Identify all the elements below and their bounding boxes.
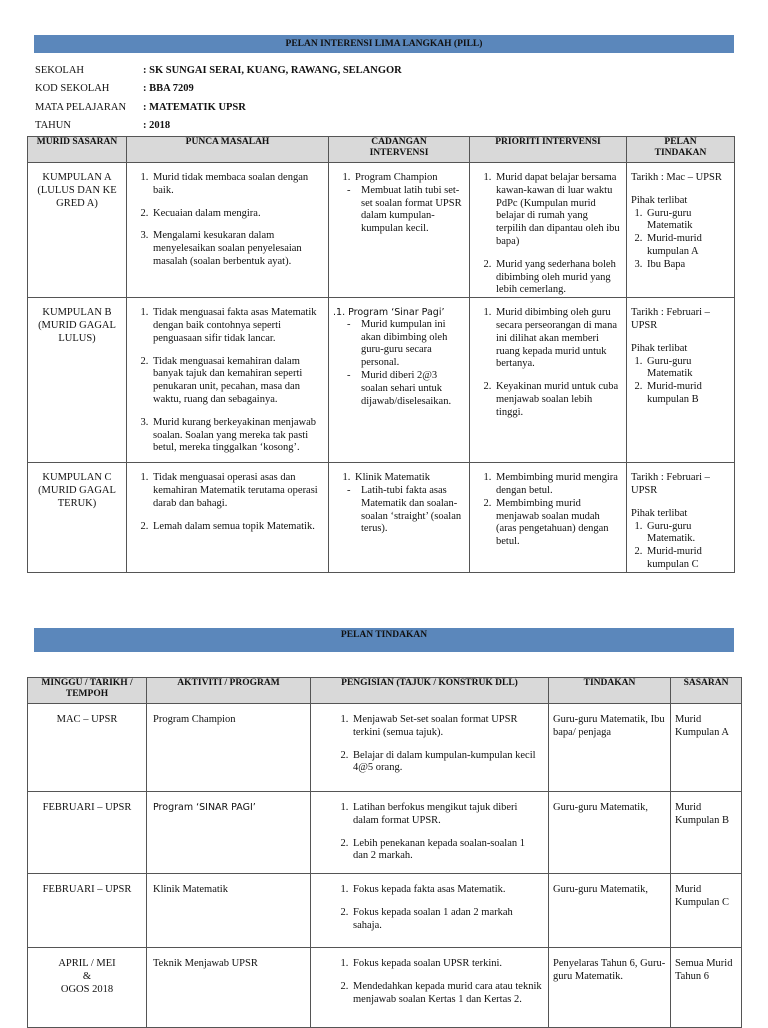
list-item: - Murid diberi 2@3 soalan sehari untuk dijawab/diselesaikan. bbox=[347, 370, 463, 408]
sasaran-cell: Semua Murid Tahun 6 bbox=[671, 948, 742, 1028]
pengisian-cell bbox=[311, 792, 549, 874]
list-item: 3. Murid kurang berkeyakinan menjawab soalan. Soalan yang mereka tak pasti betul, mereka tinggalkan ‘kosong’. bbox=[151, 417, 322, 455]
header-prioriti-intervensi: PRIORITI INTERVENSI bbox=[470, 137, 627, 163]
table-header-row bbox=[28, 678, 742, 704]
header-murid-sasaran: MURID SASARAN bbox=[28, 137, 127, 163]
list-item: 2. Lebih penekanan kepada soalan-soalan 1 dan 2 markah. bbox=[351, 838, 542, 864]
intervention-table bbox=[27, 136, 735, 573]
table-row bbox=[28, 704, 742, 792]
header-pengisian: PENGISIAN (TAJUK / KONSTRUK DLL) bbox=[311, 678, 549, 704]
cadangan-title: 1. Klinik Matematik bbox=[353, 472, 463, 485]
list-item: 3. Ibu Bapa bbox=[645, 259, 730, 272]
murid-cell: KUMPULAN B (MURID GAGAL LULUS) bbox=[28, 298, 127, 463]
murid-cell: KUMPULAN A (LULUS DAN KE GRED A) bbox=[28, 163, 127, 298]
list-item: 2. Murid yang sederhana boleh dibimbing oleh murid yang lebih cemerlang. bbox=[494, 259, 620, 297]
murid-cell: KUMPULAN C (MURID GAGAL TERUK) bbox=[28, 463, 127, 573]
list-item: 1. Tidak menguasai fakta asas Matematik dengan baik contohnya seperti penguasaan sifir tidak lancar. bbox=[151, 307, 322, 345]
pelan-cell bbox=[627, 298, 735, 463]
aktiviti-cell: Teknik Menjawab UPSR bbox=[147, 948, 311, 1028]
table-row bbox=[28, 874, 742, 948]
list-item: 2. Kecuaian dalam mengira. bbox=[151, 208, 322, 221]
table-row bbox=[28, 298, 735, 463]
banner-pelan-tindakan: PELAN TINDAKAN bbox=[34, 628, 734, 652]
list-item: 1. Menjawab Set-set soalan format UPSR terkini (semua tajuk). bbox=[351, 714, 542, 740]
prioriti-cell bbox=[470, 163, 627, 298]
pihak-label: Pihak terlibat bbox=[631, 507, 688, 519]
pengisian-cell bbox=[311, 948, 549, 1028]
cadangan-cell bbox=[329, 298, 470, 463]
banner-title-pill: PELAN INTERENSI LIMA LANGKAH (PILL) bbox=[34, 35, 734, 53]
list-item: 1. Latihan berfokus mengikut tajuk diberi dalam format UPSR. bbox=[351, 802, 542, 828]
minggu-cell: FEBRUARI – UPSR bbox=[28, 874, 147, 948]
sasaran-cell: Murid Kumpulan B bbox=[671, 792, 742, 874]
tindakan-cell: Guru-guru Matematik, bbox=[549, 874, 671, 948]
info-value: : MATEMATIK UPSR bbox=[143, 101, 246, 113]
header-sasaran: SASARAN bbox=[671, 678, 742, 704]
list-item: 2. Belajar di dalam kumpulan-kumpulan kecil 4@5 orang. bbox=[351, 750, 542, 776]
pihak-label: Pihak terlibat bbox=[631, 194, 688, 206]
header-tindakan: TINDAKAN bbox=[549, 678, 671, 704]
aktiviti-cell: Klinik Matematik bbox=[147, 874, 311, 948]
aktiviti-cell: Program Champion bbox=[147, 704, 311, 792]
info-value: : 2018 bbox=[143, 120, 171, 132]
list-item: 1. Murid dapat belajar bersama kawan-kawan di luar waktu PdPc (Kumpulan murid belajar di rumah yang terpilih dan dipantau oleh ibu bapa) bbox=[494, 172, 620, 249]
action-plan-table bbox=[27, 677, 742, 1028]
list-item: 2. Fokus kepada soalan 1 adan 2 markah sahaja. bbox=[351, 907, 542, 933]
pengisian-cell bbox=[311, 874, 549, 948]
list-item: 2. Murid-murid kumpulan B bbox=[645, 381, 730, 407]
list-item: 2. Membimbing murid menjawab soalan mudah (aras pengetahuan) dengan betul. bbox=[494, 498, 620, 549]
info-row-tahun bbox=[35, 118, 735, 137]
list-item: 2. Murid-murid kumpulan A bbox=[645, 233, 730, 259]
cadangan-title: 1. Program Champion bbox=[353, 172, 463, 185]
pihak-label: Pihak terlibat bbox=[631, 342, 688, 354]
prioriti-cell bbox=[470, 463, 627, 573]
list-item: 2. Murid-murid kumpulan C bbox=[645, 546, 730, 572]
list-item: 1. Guru-guru Matematik bbox=[645, 356, 730, 382]
sasaran-cell: Murid Kumpulan C bbox=[671, 874, 742, 948]
header-aktiviti: AKTIVITI / PROGRAM bbox=[147, 678, 311, 704]
minggu-cell: FEBRUARI – UPSR bbox=[28, 792, 147, 874]
list-item: 2. Tidak menguasai kemahiran dalam banyak tajuk dan kemahiran seperti penukaran unit, pecahan, masa dan waktu, ruang dan sebagainya. bbox=[151, 356, 322, 407]
header-cadangan-intervensi: CADANGAN INTERVENSI bbox=[329, 137, 470, 163]
table-header-row bbox=[28, 137, 735, 163]
table-row bbox=[28, 948, 742, 1028]
info-label: MATA PELAJARAN bbox=[35, 101, 127, 113]
header-minggu: MINGGU / TARIKH / TEMPOH bbox=[28, 678, 147, 704]
cadangan-cell bbox=[329, 463, 470, 573]
punca-cell bbox=[127, 298, 329, 463]
aktiviti-cell: Program ‘SINAR PAGI’ bbox=[147, 792, 311, 874]
pelan-cell bbox=[627, 163, 735, 298]
punca-cell bbox=[127, 163, 329, 298]
info-value: : SK SUNGAI SERAI, KUANG, RAWANG, SELANGOR bbox=[143, 64, 402, 76]
list-item: 3. Mengalami kesukaran dalam menyelesaikan soalan penyelesaian masalah (soalan berbentuk ayat). bbox=[151, 230, 322, 268]
list-item: - Latih-tubi fakta asas Matematik dan soalan-soalan ‘straight’ (soalan terus). bbox=[347, 485, 463, 536]
list-item: - Murid kumpulan ini akan dibimbing oleh guru-guru secara personal. bbox=[347, 319, 463, 370]
sasaran-cell: Murid Kumpulan A bbox=[671, 704, 742, 792]
header-punca-masalah: PUNCA MASALAH bbox=[127, 137, 329, 163]
minggu-cell: MAC – UPSR bbox=[28, 704, 147, 792]
info-label: SEKOLAH bbox=[35, 64, 84, 76]
list-item: 1. Tidak menguasai operasi asas dan kemahiran Matematik terutama operasi darab dan bahagi. bbox=[151, 472, 322, 510]
tindakan-cell: Guru-guru Matematik, bbox=[549, 792, 671, 874]
tindakan-cell: Penyelaras Tahun 6, Guru-guru Matematik. bbox=[549, 948, 671, 1028]
list-item: - Membuat latih tubi set-set soalan format UPSR dalam kumpulan-kumpulan kecil. bbox=[347, 185, 463, 236]
tarikh-text: Tarikh : Februari – UPSR bbox=[631, 307, 710, 331]
info-value: : BBA 7209 bbox=[143, 83, 194, 95]
info-row-mata-pelajaran bbox=[35, 99, 735, 118]
tarikh-text: Tarikh : Mac – UPSR bbox=[631, 172, 722, 183]
header-pelan-tindakan: PELAN TINDAKAN bbox=[627, 137, 735, 163]
school-info bbox=[35, 62, 735, 136]
info-row-kod bbox=[35, 81, 735, 100]
list-item: 1. Guru-guru Matematik. bbox=[645, 521, 730, 547]
list-item: 1. Murid tidak membaca soalan dengan baik. bbox=[151, 172, 322, 198]
list-item: 1. Murid dibimbing oleh guru secara perseorangan di mana ini dilihat akan memberi ruang kepada murid untuk bertanya. bbox=[494, 307, 620, 371]
pengisian-cell bbox=[311, 704, 549, 792]
prioriti-cell bbox=[470, 298, 627, 463]
list-item: 2. Mendedahkan kepada murid cara atau teknik menjawab soalan Kertas 1 dan Kertas 2. bbox=[351, 981, 542, 1007]
pelan-cell bbox=[627, 463, 735, 573]
table-row bbox=[28, 792, 742, 874]
list-item: 1. Fokus kepada fakta asas Matematik. bbox=[351, 884, 542, 897]
cadangan-cell bbox=[329, 163, 470, 298]
list-item: 2. Lemah dalam semua topik Matematik. bbox=[151, 521, 322, 534]
cadangan-title: .1. Program ‘Sinar Pagi’ bbox=[333, 307, 445, 319]
list-item: 1. Fokus kepada soalan UPSR terkini. bbox=[351, 958, 542, 971]
info-label: TAHUN bbox=[35, 120, 71, 132]
list-item: 2. Keyakinan murid untuk cuba menjawab soalan lebih tinggi. bbox=[494, 381, 620, 419]
punca-cell bbox=[127, 463, 329, 573]
table-row bbox=[28, 463, 735, 573]
minggu-cell: APRIL / MEI & OGOS 2018 bbox=[28, 948, 147, 1028]
info-label: KOD SEKOLAH bbox=[35, 83, 110, 95]
table-row bbox=[28, 163, 735, 298]
list-item: 1. Guru-guru Matematik bbox=[645, 208, 730, 234]
tindakan-cell: Guru-guru Matematik, Ibu bapa/ penjaga bbox=[549, 704, 671, 792]
tarikh-text: Tarikh : Februari – UPSR bbox=[631, 472, 710, 496]
info-row-sekolah bbox=[35, 62, 735, 81]
list-item: 1. Membimbing murid mengira dengan betul. bbox=[494, 472, 620, 498]
